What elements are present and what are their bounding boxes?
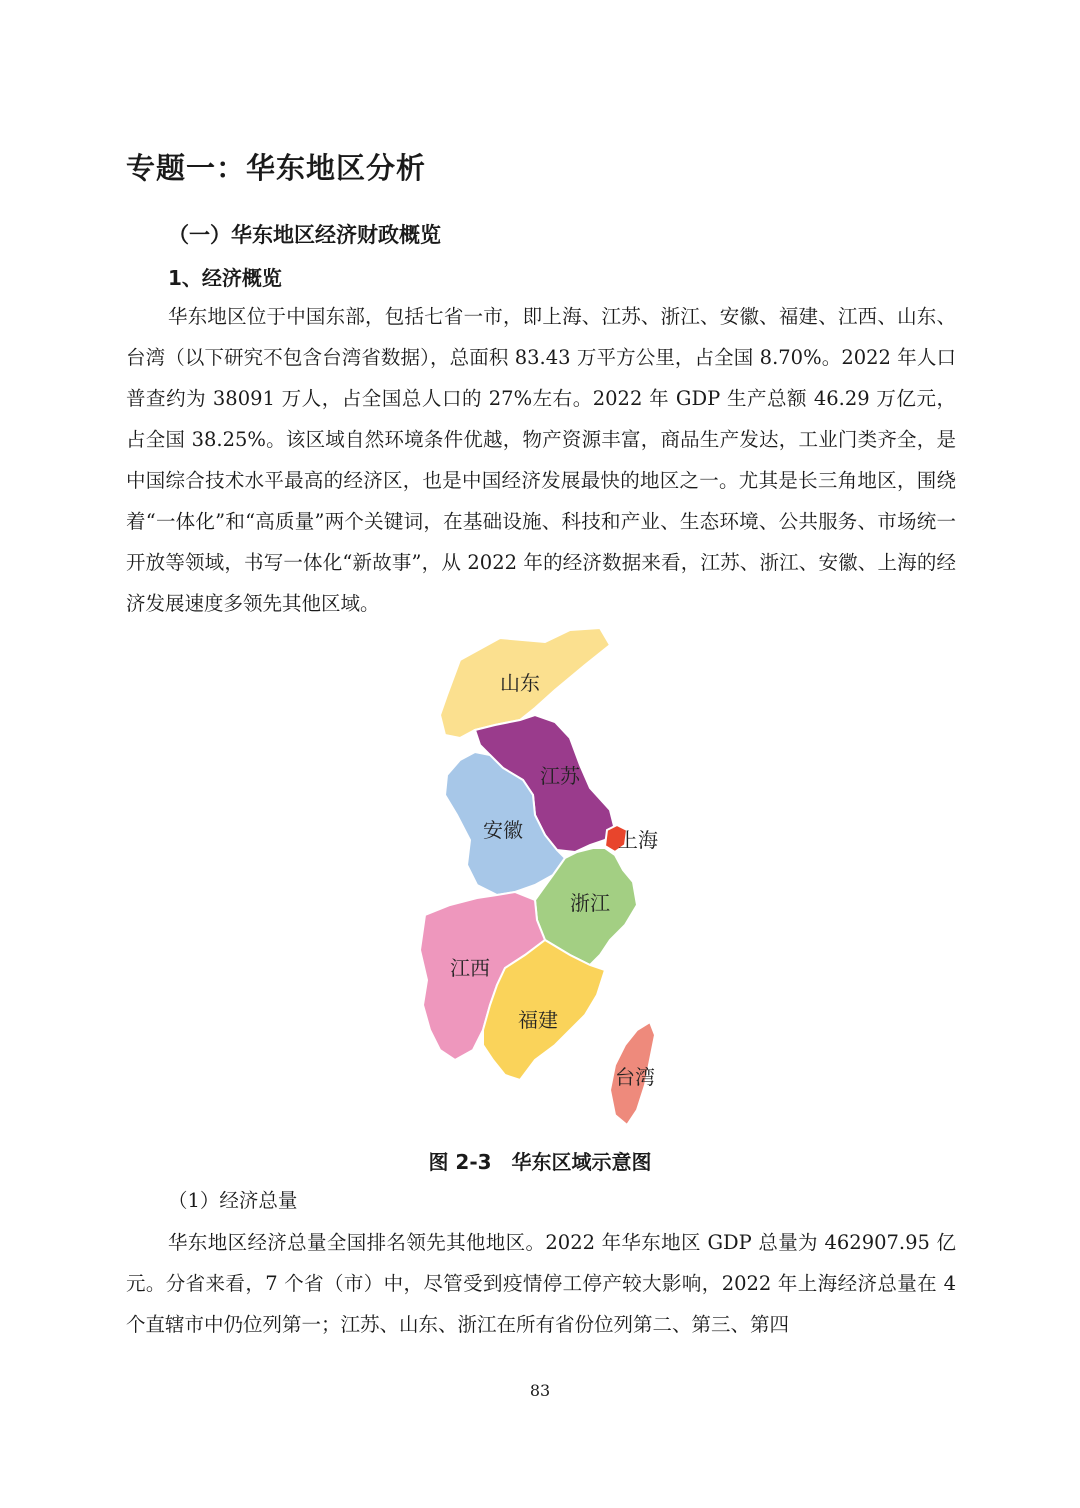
page-title: 专题一：华东地区分析	[126, 151, 427, 185]
subsection-heading: 1、经济概览	[168, 266, 282, 290]
page-number: 83	[529, 1381, 551, 1400]
figure-caption: 图 2-3 华东区域示意图	[428, 1150, 652, 1174]
intro-paragraph: 华东地区位于中国东部，包括七省一市，即上海、江苏、浙江、安徽、福建、江西、山东、台湾（以下研究不包含台湾省数据），总面积 83.43 万平方公里，占全国 8.70%。2022 年人口普查约为 38091 万人，占全国总人口的 27%左右。2022 年 GDP 生产总额 46.29 万亿元，占全国 38.25%。该区域自然环境条件优越，物产资源丰富，商品生产发达，工业门类齐全，是中国综合技术水平最高的经济区，也是中国经济发展最快的地区之一。尤其是长三角地区，围绕着“一体化”和“高质量”两个关键词，在基础设施、科技和产业、生态环境、公共服务、市场统一开放等领域，书写一体化“新故事”，从 2022 年的经济数据来看，江苏、浙江、安徽、上海的经济发展速度多领先其他区域。	[126, 305, 956, 615]
label-zhejiang: 浙江	[570, 891, 610, 915]
label-jiangxi: 江西	[450, 956, 490, 980]
label-taiwan: 台湾	[615, 1065, 655, 1089]
label-shanghai: 上海	[618, 828, 658, 852]
label-jiangsu: 江苏	[540, 764, 580, 788]
label-anhui: 安徽	[483, 818, 523, 842]
east-china-map	[405, 620, 735, 1140]
economy-subheading: （1）经济总量	[168, 1189, 298, 1212]
section-heading: （一）华东地区经济财政概览	[168, 223, 441, 247]
label-shandong: 山东	[500, 671, 540, 695]
label-fujian: 福建	[518, 1008, 558, 1032]
economy-paragraph: 华东地区经济总量全国排名领先其他地区。2022 年华东地区 GDP 总量为 462907.95 亿元。分省来看，7 个省（市）中，尽管受到疫情停工停产较大影响，2022 年上海经济总量在 4 个直辖市中仍位列第一；江苏、山东、浙江在所有省份位列第二、第三、第四	[126, 1231, 956, 1336]
